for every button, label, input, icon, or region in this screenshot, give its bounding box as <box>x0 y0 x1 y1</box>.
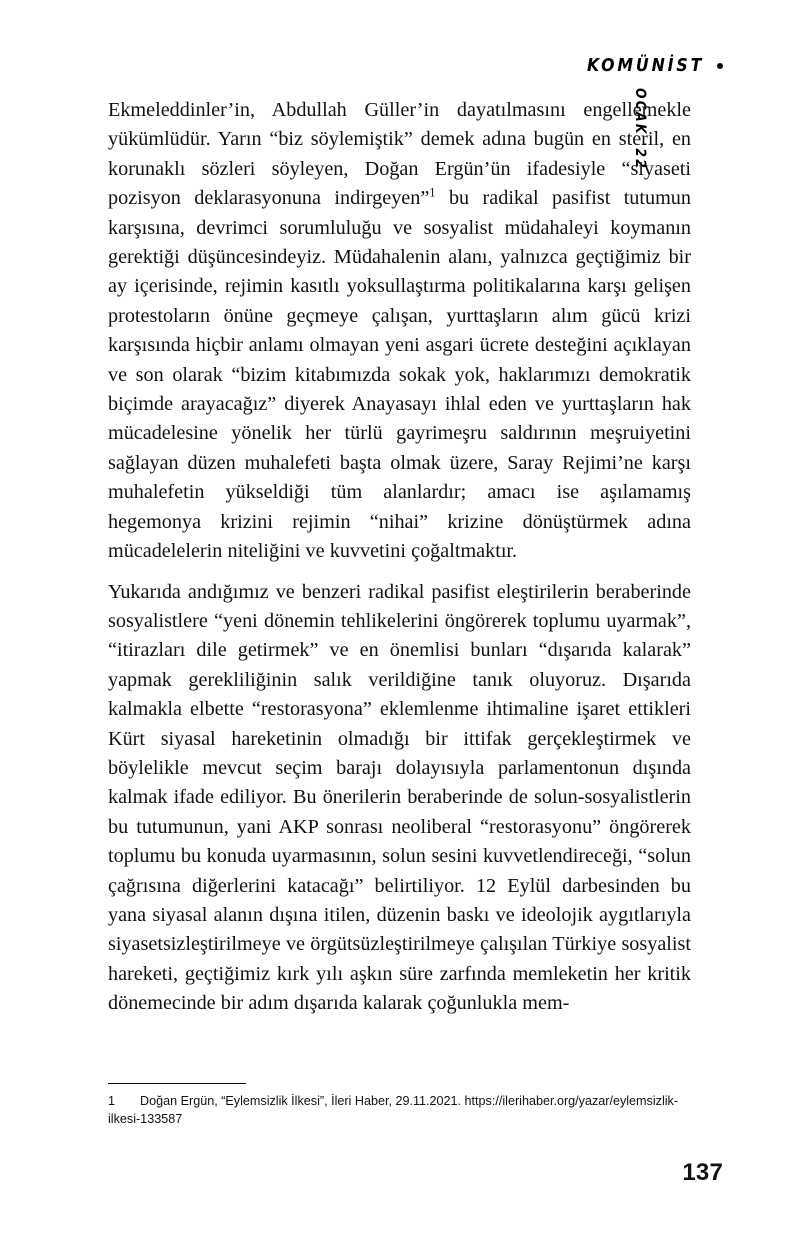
running-head <box>574 56 723 76</box>
paragraph-1-tail: bu radikal pasifist tutumun karşısına, devrimci sorumluluğu ve sosyalist müdahaleyi koymanın gerektiği düşüncesindeyiz. Müdahalenin alanı, yalnızca geçtiğimiz bir ay içerisinde, rejimin kasıtlı yoksullaştırma politikalarına karşı gelişen protestoların önüne geçmeye çalışan, yurttaşların alım gücü krizi karşısında hiçbir anlamı olmayan yeni asgari ücrete desteğini açıklayan ve son olarak “bizim kitabımızda sokak yok, haklarımızı demokratik biçimde arayacağız” diyerek Anayasayı ihlal eden ve yurttaşların hak mücadelesine yönelik her türlü gayrimeşru saldırının meşruiyetini sağlayan düzen muhalefeti başta olmak üzere, Saray Rejimi’ne karşı muhalefetin yükseldiği tüm alanlardır; amacı ise aşılamamış hegemonya krizini rejimin “nihai” krizine dönüştürmek adına mücadelelerin niteliğini ve kuvvetini çoğaltmaktır. <box>108 187 691 563</box>
bullet-dot-icon <box>717 63 723 69</box>
footnotes-block <box>108 1083 691 1128</box>
footnote-reference-1[interactable]: 1 <box>429 185 436 200</box>
footnote-item <box>108 1093 691 1128</box>
masthead-title: KOMÜNİST <box>586 56 704 76</box>
paragraph-1 <box>108 96 691 567</box>
text-column <box>108 96 691 1019</box>
footnote-text: Doğan Ergün, “Eylemsizlik İlkesi”, İleri Haber, 29.11.2021. https://ilerihaber.org/yazar/eylemsizlik-ilkesi-133587 <box>108 1094 679 1126</box>
issue-date-vertical: OCAK '22 <box>631 88 648 171</box>
paragraph-2: Yukarıda andığımız ve benzeri radikal pasifist eleştirilerin beraberinde sosyalistlere “yeni dönemin tehlikelerini öngörerek toplumu uyarmak”, “itirazları dile getirmek” ve en önemlisi bunları “dışarıda kalarak” yapmak gerekliliğinin salık verildiğine tanık oluyoruz. Dışarıda kalmakla elbette “restorasyona” eklemlenme ihtimaline işaret ettikleri Kürt siyasal hareketinin olmadığı bir ittifak gerçekleştirmek ve böylelikle mevcut seçim barajı dolayısıyla parlamentonun dışında kalmak ifade ediliyor. Bu önerilerin beraberinde de solun-sosyalistlerin bu tutumunun, yani AKP sonrası neoliberal “restorasyonu” öngörerek toplumu bu konuda uyarmasının, solun sesini kuvvetlendireceği, “solun çağrısına diğerlerini katacağı” belirtiliyor. 12 Eylül darbesinden bu yana siyasal alanın dışına itilen, düzenin baskı ve ideolojik aygıtlarıyla siyasetsizleştirilmeye ve örgütsüzleştirilmeye çalışılan Türkiye sosyalist hareketi, geçtiğimiz kırk yılı aşkın süre zarfında memleketin her kritik dönemecinde bir adım dışarıda kalarak çoğunlukla mem- <box>108 580 691 1015</box>
footnote-separator-rule <box>108 1083 246 1084</box>
footnote-number: 1 <box>108 1094 116 1108</box>
paragraph-1-head: Ekmeleddinler’in, Abdullah Güller’in dayatılmasını engellemekle yükümlüdür. Yarın “biz söylemiştik” demek adına bugün en steril, en korunaklı sözleri söyleyen, Doğan Ergün’ün ifadesiyle “siyaseti pozisyon deklarasyonuna indirgeyen” <box>108 99 691 210</box>
page-number: 137 <box>682 1159 723 1186</box>
